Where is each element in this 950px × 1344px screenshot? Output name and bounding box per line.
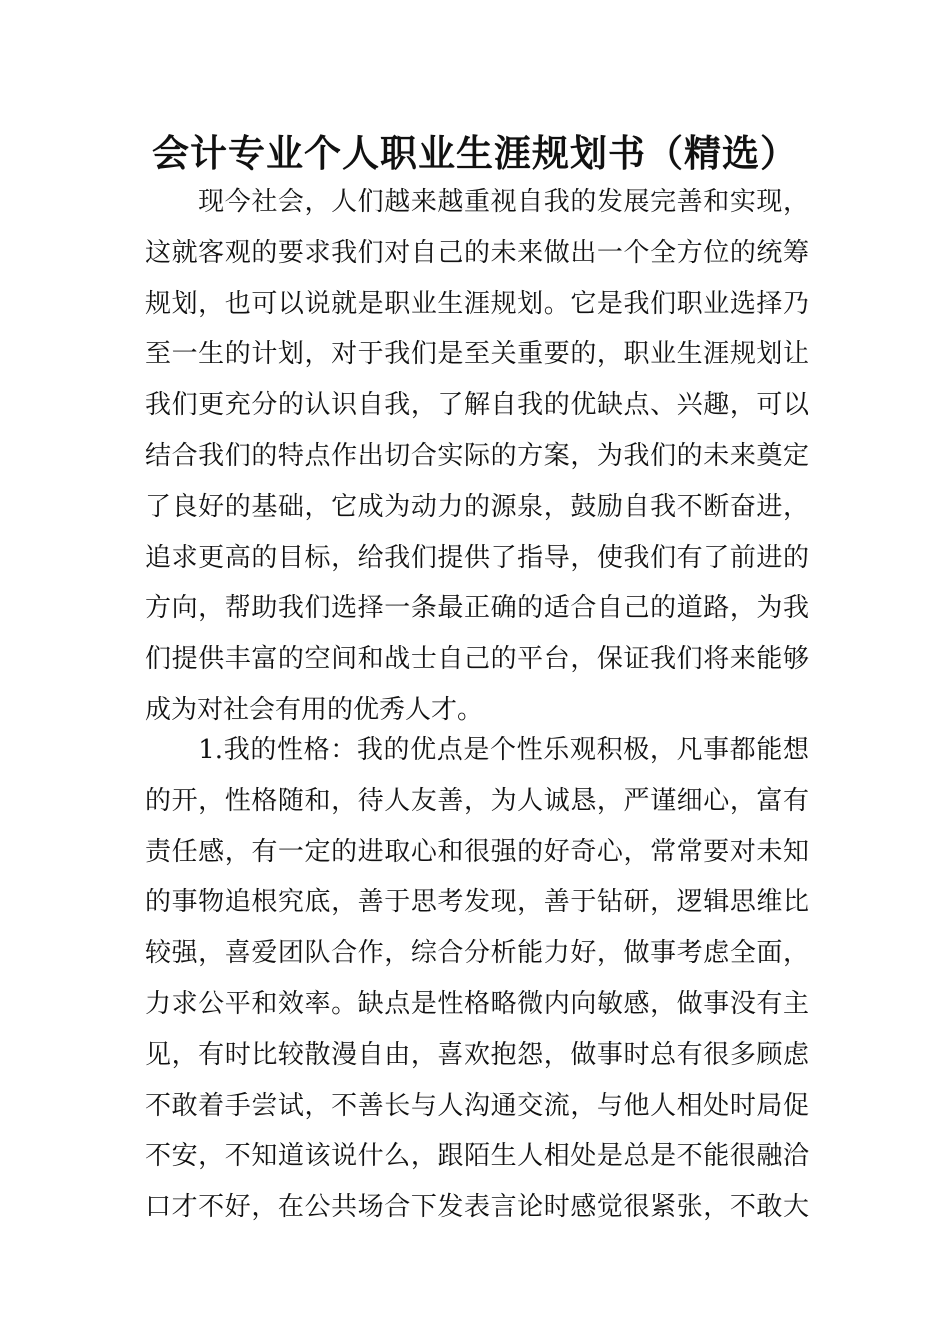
text-line: 的开，性格随和，待人友善，为人诚恳，严谨细心，富有 — [145, 785, 809, 816]
text-line: 力求公平和效率。缺点是性格略微内向敏感，做事没有主 — [145, 988, 809, 1019]
text-line: 责任感，有一定的进取心和很强的好奇心，常常要对未知 — [145, 836, 809, 867]
document-title: 会计专业个人职业生涯规划书（精选） — [152, 132, 798, 175]
text-line: 口才不好，在公共场合下发表言论时感觉很紧张，不敢大 — [145, 1192, 809, 1223]
text-line: 追求更高的目标，给我们提供了指导，使我们有了前进的 — [145, 542, 809, 573]
paragraph-personality — [145, 725, 809, 1233]
text-line: 不敢着手尝试，不善长与人沟通交流，与他人相处时局促 — [145, 1090, 809, 1121]
text-line: 现今社会，人们越来越重视自我的发展完善和实现， — [145, 187, 809, 217]
text-line: 规划，也可以说就是职业生涯规划。它是我们职业选择乃 — [145, 288, 809, 319]
text-line: 了良好的基础，它成为动力的源泉，鼓励自我不断奋进， — [145, 491, 809, 522]
text-line: 这就客观的要求我们对自己的未来做出一个全方位的统筹 — [145, 237, 809, 268]
text-line: 成为对社会有用的优秀人才。 — [145, 694, 484, 725]
text-line: 较强，喜爱团队合作，综合分析能力好，做事考虑全面， — [145, 938, 809, 969]
text-line: 结合我们的特点作出切合实际的方案，为我们的未来奠定 — [145, 440, 809, 471]
text-line: 1.我的性格：我的优点是个性乐观积极，凡事都能想 — [145, 735, 809, 765]
text-line: 不安，不知道该说什么，跟陌生人相处是总是不能很融洽 — [145, 1141, 809, 1172]
text-line: 方向，帮助我们选择一条最正确的适合自己的道路，为我 — [145, 593, 809, 624]
text-line: 见，有时比较散漫自由，喜欢抱怨，做事时总有很多顾虑 — [145, 1039, 809, 1070]
text-line: 的事物追根究底，善于思考发现，善于钻研，逻辑思维比 — [145, 887, 809, 918]
text-line: 们提供丰富的空间和战士自己的平台，保证我们将来能够 — [145, 644, 809, 675]
paragraph-intro — [145, 177, 809, 736]
text-line: 至一生的计划，对于我们是至关重要的，职业生涯规划让 — [145, 339, 809, 370]
text-line: 我们更充分的认识自我，了解自我的优缺点、兴趣，可以 — [145, 390, 809, 421]
